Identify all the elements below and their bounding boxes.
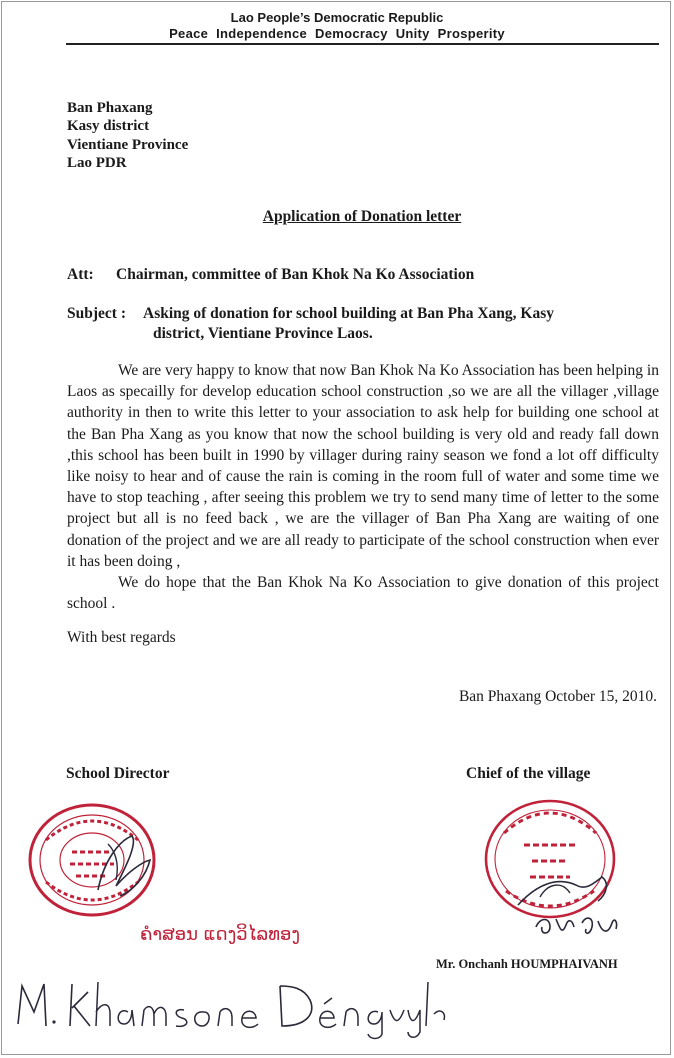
date-line: Ban Phaxang October 15, 2010. [458,688,657,705]
subject-label: Subject : [67,305,126,322]
attention-line [67,266,474,284]
village-chief-name: Mr. Onchanh HOUMPHAIVANH [436,957,618,971]
subject-line-2: district, Vientiane Province Laos. [153,325,373,342]
letter-title: Application of Donation letter [262,208,462,225]
village-chief-title: Chief of the village [466,765,591,782]
subject-block [67,304,554,344]
school-director-title: School Director [66,765,170,782]
sender-address [67,99,188,172]
body-paragraph: We are very happy to know that now Ban Khok Na Ko Association has been helping in Laos as specailly for develop education school construction ,so we are all the villager ,village authority in then to write this letter to your association to ask help for building one school at the Ban Pha Xang as you know that now the school building is very old and ready fall down ,this school has been built in 1990 by villager during rainy season we fond a lot off difficulty like noisy to hear and of cause the rain is coming in the room full of water and some time we have to stop teaching , after seeing this problem we try to send many time of letter to the some project but all is no feed back , we are the villager of Ban Pha Xang are waiting of one donation of the project and we are all ready to participate of the school construction when ever it has been doing , [67,362,659,570]
address-line: Vientiane Province [67,136,189,153]
village-chief-signature [532,905,622,945]
handwritten-director-name [10,972,450,1042]
attention-label: Att: [67,266,94,283]
letterhead [0,10,674,42]
national-motto: Peace Independence Democracy Unity Prosperity [169,26,505,41]
address-line: Kasy district [67,118,150,135]
village-chief-stamp-seal [478,793,633,923]
country-name: Lao People’s Democratic Republic [230,10,444,25]
closing-text: With best regards [67,629,176,646]
body-paragraph: We do hope that the Ban Khok Na Ko Association to give donation of this project school . [67,574,659,613]
letter-body [67,360,659,614]
address-line: Lao PDR [67,154,127,171]
school-director-lao-name: ຄຳສອນ ແດງວິໄລທອງ [140,924,301,945]
header-rule [66,43,659,45]
subject-line-1: Asking of donation for school building at Ban Pha Xang, Kasy [143,305,554,322]
attention-text: Chairman, committee of Ban Khok Na Ko Association [116,266,475,283]
address-line: Ban Phaxang [67,100,153,116]
school-stamp-seal [24,800,164,920]
